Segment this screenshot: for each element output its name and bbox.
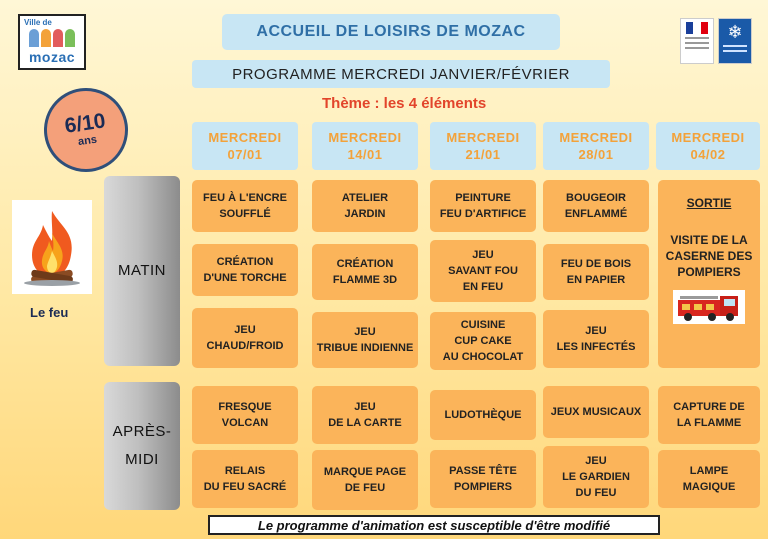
page-title: ACCUEIL DE LOISIRS DE MOZAC bbox=[222, 14, 560, 50]
logo-bar bbox=[29, 29, 39, 47]
activity-cell: JEU DE LA CARTE bbox=[312, 386, 418, 444]
day-header bbox=[312, 122, 418, 170]
campfire-icon bbox=[12, 200, 92, 294]
logo-shape bbox=[29, 29, 75, 47]
age-range: 6/10 bbox=[63, 109, 107, 138]
period-morning: MATIN bbox=[104, 176, 180, 366]
day-header bbox=[192, 122, 298, 170]
activity-cell: FEU À L'ENCRE SOUFFLÉ bbox=[192, 180, 298, 232]
day-date: 04/02 bbox=[690, 147, 726, 162]
activity-cell: CAPTURE DE LA FLAMME bbox=[658, 386, 760, 444]
disclaimer-note: Le programme d'animation est susceptible d'être modifié bbox=[208, 515, 660, 535]
day-name: MERCREDI bbox=[671, 130, 745, 145]
element-label: Le feu bbox=[30, 305, 69, 320]
outing-cell bbox=[658, 180, 760, 368]
day-name: MERCREDI bbox=[208, 130, 282, 145]
activity-cell: JEU LES INFECTÉS bbox=[543, 310, 649, 368]
day-date: 14/01 bbox=[347, 147, 383, 162]
activity-cell: FEU DE BOIS EN PAPIER bbox=[543, 244, 649, 300]
outing-title: SORTIE bbox=[686, 196, 732, 210]
activity-cell: CRÉATION FLAMME 3D bbox=[312, 244, 418, 300]
logo-top-text: Ville de bbox=[24, 18, 52, 27]
republic-logo bbox=[680, 18, 714, 64]
fire-truck-icon bbox=[673, 290, 745, 324]
activity-cell: RELAIS DU FEU SACRÉ bbox=[192, 450, 298, 508]
period-afternoon bbox=[104, 382, 180, 510]
day-header bbox=[656, 122, 760, 170]
day-name: MERCREDI bbox=[328, 130, 402, 145]
activity-cell: LAMPE MAGIQUE bbox=[658, 450, 760, 508]
snowflake-icon: ❄ bbox=[727, 22, 743, 42]
french-flag-icon bbox=[686, 22, 708, 34]
activity-cell: MARQUE PAGE DE FEU bbox=[312, 450, 418, 510]
activity-cell: JEUX MUSICAUX bbox=[543, 386, 649, 438]
mozac-logo bbox=[18, 14, 86, 70]
activity-cell: FRESQUE VOLCAN bbox=[192, 386, 298, 444]
age-unit: ans bbox=[77, 133, 98, 149]
day-name: MERCREDI bbox=[559, 130, 633, 145]
activity-cell: BOUGEOIR ENFLAMMÉ bbox=[543, 180, 649, 232]
day-date: 28/01 bbox=[578, 147, 614, 162]
day-header bbox=[430, 122, 536, 170]
activity-cell: PASSE TÊTE POMPIERS bbox=[430, 450, 536, 508]
day-header bbox=[543, 122, 649, 170]
activity-cell: CUISINE CUP CAKE AU CHOCOLAT bbox=[430, 312, 536, 370]
outing-description: VISITE DE LA CASERNE DES POMPIERS bbox=[665, 233, 753, 279]
activity-cell: JEU SAVANT FOU EN FEU bbox=[430, 240, 536, 302]
day-date: 07/01 bbox=[227, 147, 263, 162]
activity-cell: ATELIER JARDIN bbox=[312, 180, 418, 232]
period-afternoon-line2: MIDI bbox=[125, 451, 159, 468]
logo-name: mozac bbox=[28, 49, 76, 65]
activity-cell: JEU LE GARDIEN DU FEU bbox=[543, 446, 649, 508]
age-badge bbox=[39, 83, 134, 178]
day-name: MERCREDI bbox=[446, 130, 520, 145]
caf-logo bbox=[718, 18, 752, 64]
logo-bar bbox=[53, 29, 63, 47]
activity-cell: LUDOTHÈQUE bbox=[430, 390, 536, 440]
page-subtitle: PROGRAMME MERCREDI JANVIER/FÉVRIER bbox=[192, 60, 610, 88]
activity-cell: PEINTURE FEU D'ARTIFICE bbox=[430, 180, 536, 232]
day-date: 21/01 bbox=[465, 147, 501, 162]
logo-bar bbox=[65, 29, 75, 47]
theme-label: Thème : les 4 éléments bbox=[322, 95, 487, 112]
activity-cell: JEU TRIBUE INDIENNE bbox=[312, 312, 418, 368]
partner-logos bbox=[680, 18, 752, 64]
period-afternoon-line1: APRÈS- bbox=[112, 423, 172, 440]
activity-cell: JEU CHAUD/FROID bbox=[192, 308, 298, 368]
activity-cell: CRÉATION D'UNE TORCHE bbox=[192, 244, 298, 296]
logo-bar bbox=[41, 29, 51, 47]
